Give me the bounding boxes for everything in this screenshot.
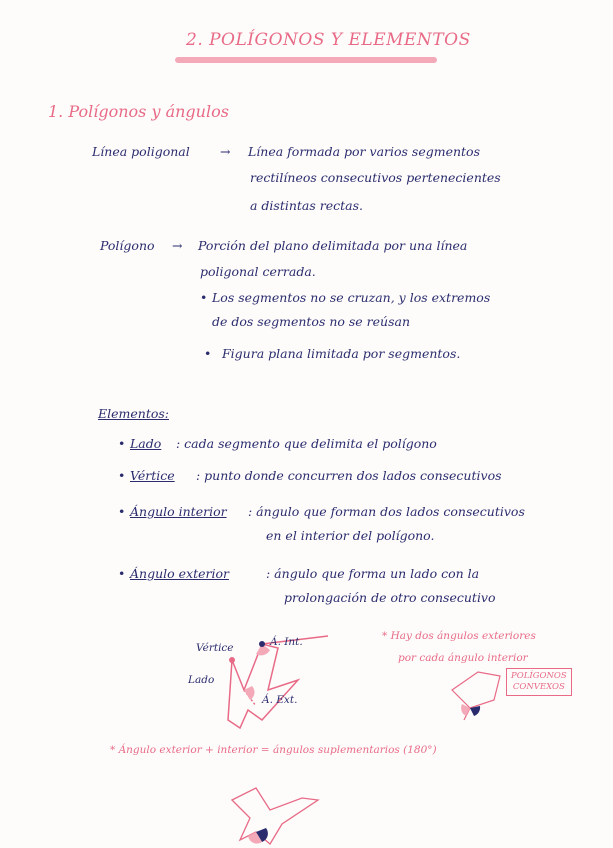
label-lado: Lado bbox=[188, 674, 215, 686]
convex-box bbox=[506, 668, 572, 696]
bullet-line: de dos segmentos no se reúsan bbox=[212, 314, 411, 329]
term-poligono: Polígono bbox=[100, 238, 155, 253]
bullet-dot: • bbox=[200, 290, 208, 305]
def-line: Línea formada por varios segmentos bbox=[248, 144, 480, 159]
element-def: prolongación de otro consecutivo bbox=[284, 590, 496, 605]
term-angulo-interior: Ángulo interior bbox=[130, 504, 227, 519]
element-def: : ángulo que forma un lado con la bbox=[266, 566, 480, 581]
term-lado: Lado bbox=[130, 436, 162, 451]
arrow: → bbox=[220, 144, 231, 159]
vertex-dot bbox=[229, 657, 235, 663]
note-line: * Hay dos ángulos exteriores bbox=[382, 630, 536, 642]
bullet-line: Los segmentos no se cruzan, y los extremos bbox=[212, 290, 491, 305]
bottom-polygon bbox=[232, 788, 318, 844]
page-title: 2. POLÍGONOS Y ELEMENTOS bbox=[186, 30, 471, 50]
def-line: rectilíneos consecutivos pertenecientes bbox=[250, 170, 501, 185]
element-def: : punto donde concurren dos lados consecutivos bbox=[196, 468, 502, 483]
def-line: poligonal cerrada. bbox=[200, 264, 316, 279]
bullet-dot: • bbox=[118, 504, 126, 519]
bullet-dot: • bbox=[118, 468, 126, 483]
term-linea-poligonal: Línea poligonal bbox=[92, 144, 190, 159]
footnote: * Ángulo exterior + interior = ángulos suplementarios (180°) bbox=[110, 744, 437, 756]
section-heading: 1. Polígonos y ángulos bbox=[48, 102, 229, 121]
bullet-dot: • bbox=[204, 346, 212, 361]
element-def: : cada segmento que delimita el polígono bbox=[176, 436, 437, 451]
label-a-ext: Á. Ext. bbox=[262, 694, 298, 706]
bullet-dot: • bbox=[118, 566, 126, 581]
element-def: en el interior del polígono. bbox=[266, 528, 435, 543]
polygon-outline bbox=[228, 644, 298, 728]
exterior-angle-mark bbox=[244, 686, 254, 700]
polygon-diagram bbox=[228, 636, 328, 728]
elementos-heading: Elementos: bbox=[98, 406, 169, 421]
term-vertice: Vértice bbox=[130, 468, 175, 483]
box-line: CONVEXOS bbox=[512, 682, 565, 692]
convex-ext-angle-mark bbox=[461, 704, 470, 716]
label-a-int: Á. Int. bbox=[270, 636, 303, 648]
note-line: por cada ángulo interior bbox=[398, 652, 528, 664]
arrow: → bbox=[172, 238, 183, 253]
def-line: Porción del plano delimitada por una línea bbox=[198, 238, 468, 253]
label-vertice: Vértice bbox=[196, 642, 234, 654]
term-angulo-exterior: Ángulo exterior bbox=[130, 566, 229, 581]
bullet-line: Figura plana limitada por segmentos. bbox=[222, 346, 461, 361]
bullet-dot: • bbox=[118, 436, 126, 451]
def-line: a distintas rectas. bbox=[250, 198, 364, 213]
element-def: : ángulo que forman dos lados consecutivos bbox=[248, 504, 525, 519]
box-line: POLÍGONOS bbox=[511, 671, 567, 681]
vertex-dot bbox=[259, 641, 265, 647]
